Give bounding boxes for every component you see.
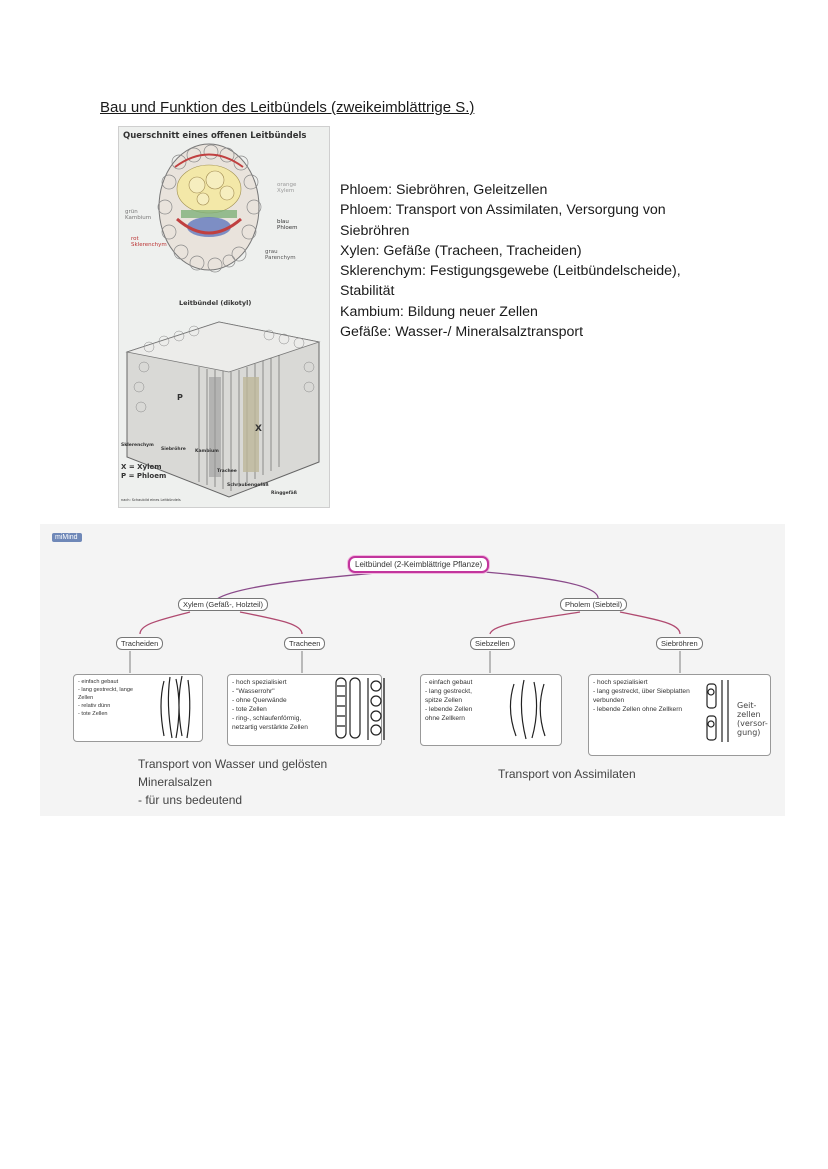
box-line: - ohne Querwände — [232, 697, 287, 704]
label-blau-phloem: blau Phloem — [277, 219, 298, 231]
box-line: - einfach gebaut — [425, 679, 473, 686]
mindmap-node-siebzellen[interactable]: Siebzellen — [470, 637, 515, 650]
box-line: - lang gestreckt, lange — [78, 687, 134, 693]
mindmap-node-tracheen[interactable]: Tracheen — [284, 637, 325, 650]
note-line: Phloem: Transport von Assimilaten, Versorgung von Siebröhren — [340, 202, 666, 239]
handwritten-xylem-transport — [138, 755, 327, 809]
box-line: - tote Zellen — [232, 706, 267, 713]
box-line: netzartig verstärkte Zellen — [232, 724, 308, 731]
label-p: P — [177, 393, 183, 402]
label-dikotyl: Leitbündel (dikotyl) — [179, 299, 252, 307]
label-gruen-kambium: grün Kambium — [125, 209, 152, 221]
note-line: Sklerenchym: Festigungsgewebe (Leitbündelscheide), Stabilität — [340, 263, 681, 300]
box-line: - relativ dünn — [78, 703, 111, 709]
note-line: Phloem: Siebröhren, Geleitzellen — [340, 182, 548, 198]
box-line: ohne Zellkern — [425, 715, 465, 722]
note-line: Kambium: Bildung neuer Zellen — [340, 303, 538, 320]
mindmap-node-tracheiden[interactable]: Tracheiden — [116, 637, 163, 650]
label-trachee: Trachee — [217, 469, 237, 474]
box-line: - lang gestreckt, — [425, 688, 472, 695]
box-line: - hoch spezialisiert — [232, 679, 287, 686]
box-line: - hoch spezialisiert — [593, 679, 648, 686]
label-siebroehre: Siebröhre — [161, 447, 186, 452]
legend-phloem: P = Phloem — [121, 472, 167, 480]
label-orange-xylem: orange Xylem — [277, 182, 297, 194]
notes-list — [340, 180, 720, 342]
cross-section-illustration — [119, 127, 329, 507]
box-line: spitze Zellen — [425, 697, 463, 704]
mindmap-node-xylem[interactable]: Xylem (Gefäß-, Holzteil) — [178, 598, 268, 611]
figure-heading: Querschnitt eines offenen Leitbündels — [123, 131, 307, 141]
box-line: verbunden — [593, 697, 625, 704]
mindmap-panel — [40, 524, 785, 816]
label-kambium: Kambium — [195, 449, 219, 454]
box-line: - ring-, schlaufenförmig, — [232, 715, 302, 722]
legend-xylem: X = Xylem — [121, 463, 162, 471]
label-ringgefaess: Ringgefäß — [271, 491, 297, 496]
hand-line: Mineralsalzen — [138, 775, 213, 789]
leitbuendel-figure — [118, 126, 330, 508]
label-sklerenchym: Sklerenchym — [121, 443, 154, 448]
handwritten-phloem-transport: Transport von Assimilaten — [498, 767, 636, 781]
note-line: Xylen: Gefäße (Tracheen, Tracheiden) — [340, 242, 582, 259]
mindmap-root-node[interactable]: Leitbündel (2-Keimblättrige Pflanze) — [348, 556, 489, 573]
box-line: Zellen — [78, 695, 94, 701]
hand-line: Transport von Wasser und gelösten — [138, 757, 328, 771]
box-line: - lang gestreckt, über Siebplatten — [593, 688, 690, 695]
mindmap-node-phloem[interactable]: Pholem (Siebteil) — [560, 598, 627, 611]
page-title: Bau und Funktion des Leitbündels (zweikeimblättrige S.) — [100, 99, 475, 116]
hand-line: - für uns bedeutend — [138, 793, 243, 807]
box-line: - lebende Zellen — [425, 706, 473, 713]
label-schraubengefaess: Schraubengefäß — [227, 483, 269, 488]
figure-credit: nach: Schaubild eines Leitbündels — [121, 498, 181, 502]
box-line: - tote Zellen — [78, 711, 108, 717]
mindmap-node-siebroehren[interactable]: Siebröhren — [656, 637, 703, 650]
label-x: X — [255, 424, 262, 434]
label-rot-sklerenchym: rot Sklerenchym — [131, 236, 167, 248]
handnote-geleitzellen: Geit- zellen (versor- gung) — [737, 701, 768, 737]
note-line: Gefäße: Wasser-/ Mineralsalztransport — [340, 324, 584, 341]
box-line: - einfach gebaut — [78, 679, 119, 685]
mimind-badge: miMind — [52, 533, 82, 542]
box-line: - "Wasserrohr" — [232, 688, 275, 695]
label-grau-parenchym: grau Parenchym — [265, 249, 296, 261]
box-line: - lebende Zellen ohne Zellkern — [593, 706, 683, 713]
